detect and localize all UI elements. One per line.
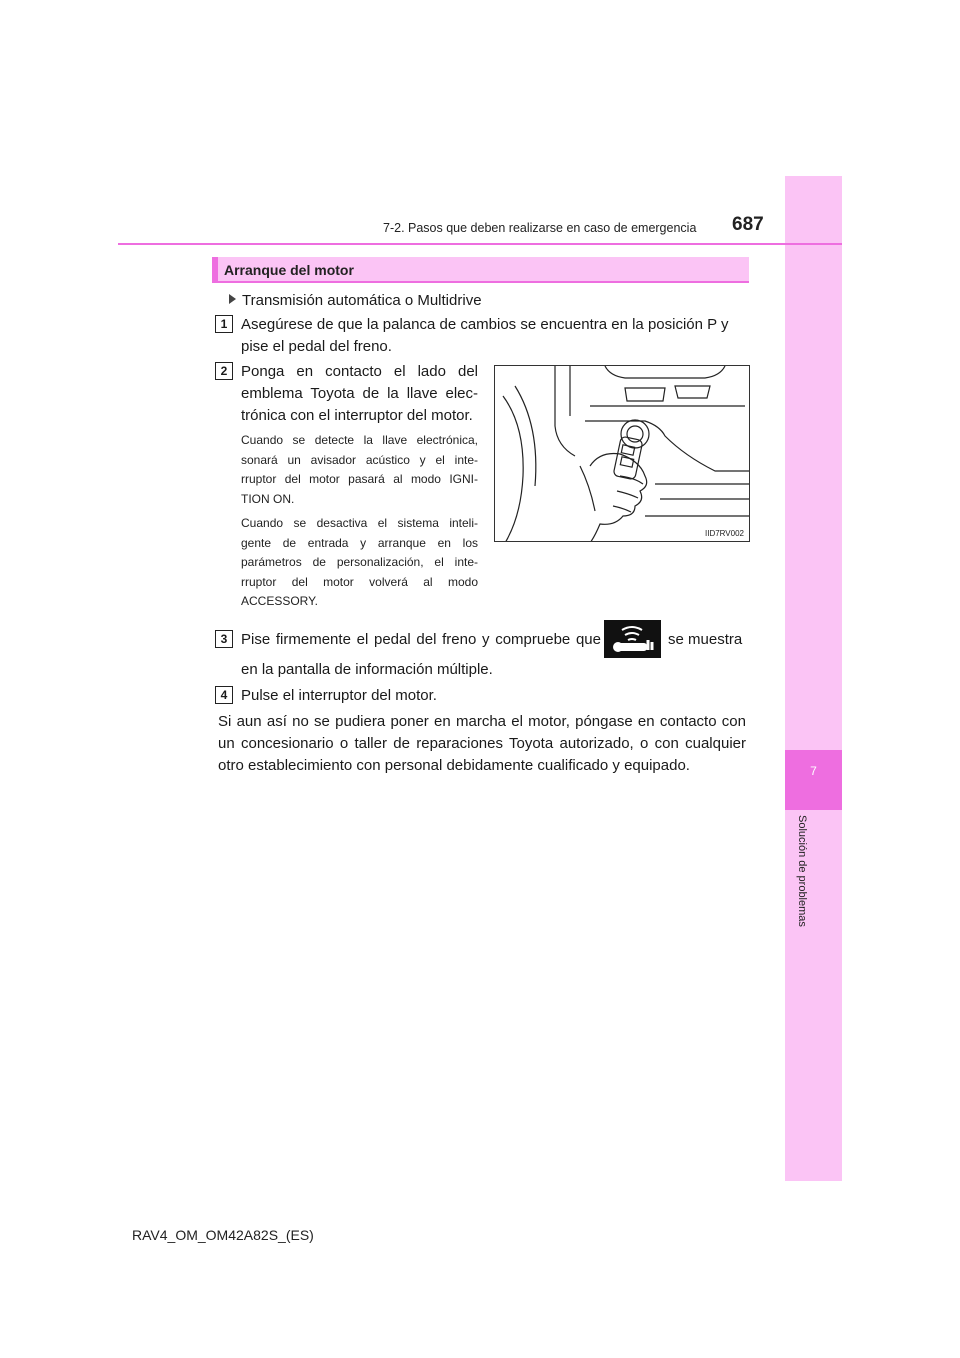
note-1-line-4: TION ON. (241, 492, 295, 506)
note-2-line-5: ACCESSORY. (241, 594, 318, 608)
step-number-2: 2 (215, 362, 233, 380)
note-2-line-3: parámetros de personalización, el inte- (241, 555, 478, 569)
chapter-side-strip (785, 176, 842, 1181)
closing-line-2: un concesionario o taller de reparaciones Toyota autorizado, o con cualquier (218, 735, 746, 752)
section-title: Arranque del motor (224, 262, 354, 278)
step-4-line-1: Pulse el interruptor del motor. (241, 687, 437, 704)
step-number-1: 1 (215, 315, 233, 333)
note-2-line-4: rruptor del motor volverá al modo (241, 575, 478, 589)
note-1-line-3: rruptor del motor pasará al modo IGNI- (241, 472, 478, 486)
closing-line-3: otro establecimiento con personal debidamente cualificado y equipado. (218, 757, 690, 774)
smart-key-indicator-icon (604, 620, 661, 658)
step-3-line-2: en la pantalla de información múltiple. (241, 661, 493, 678)
document-code-footer: RAV4_OM_OM42A82S_(ES) (132, 1227, 314, 1243)
closing-line-1: Si aun así no se pudiera poner en marcha el motor, póngase en contacto con (218, 713, 746, 730)
step-number-4: 4 (215, 686, 233, 704)
step-2-line-1: Ponga en contacto el lado del (241, 363, 478, 380)
step-1-line-1: Asegúrese de que la palanca de cambios se encuentra en la posición P y (241, 316, 729, 333)
step-2-line-3: trónica con el interruptor del motor. (241, 407, 473, 424)
header-rule (118, 243, 842, 245)
engine-switch-figure (494, 365, 750, 542)
note-1-line-2: sonará un avisador acústico y el inte- (241, 453, 478, 467)
step-1-line-2: pise el pedal del freno. (241, 338, 392, 355)
key-wave-icon (604, 620, 661, 658)
step-number-3: 3 (215, 630, 233, 648)
chapter-tab (785, 750, 842, 810)
bullet-text: Transmisión automática o Multidrive (242, 292, 482, 309)
hand-holding-key-near-engine-switch-illustration (495, 366, 750, 542)
transmission-bullet (229, 292, 482, 309)
step-3-line-1b: se muestra (668, 631, 743, 648)
step-2-line-2: emblema Toyota de la llave elec- (241, 385, 478, 402)
step-3-line-1a: Pise firmemente el pedal del freno y compruebe que (241, 631, 601, 648)
note-1-line-1: Cuando se detecte la llave electrónica, (241, 433, 478, 447)
triangle-bullet-icon (229, 294, 236, 304)
chapter-number: 7 (810, 764, 817, 778)
note-2-line-1: Cuando se desactiva el sistema inteli- (241, 516, 478, 530)
figure-code: IID7RV002 (705, 529, 744, 538)
running-header: 7-2. Pasos que deben realizarse en caso de emergencia (383, 221, 697, 235)
page-number: 687 (732, 214, 764, 235)
note-2-line-2: gente de entrada y arranque en los (241, 536, 478, 550)
chapter-title: Solución de problemas (796, 815, 808, 927)
section-heading-bar (212, 257, 218, 283)
